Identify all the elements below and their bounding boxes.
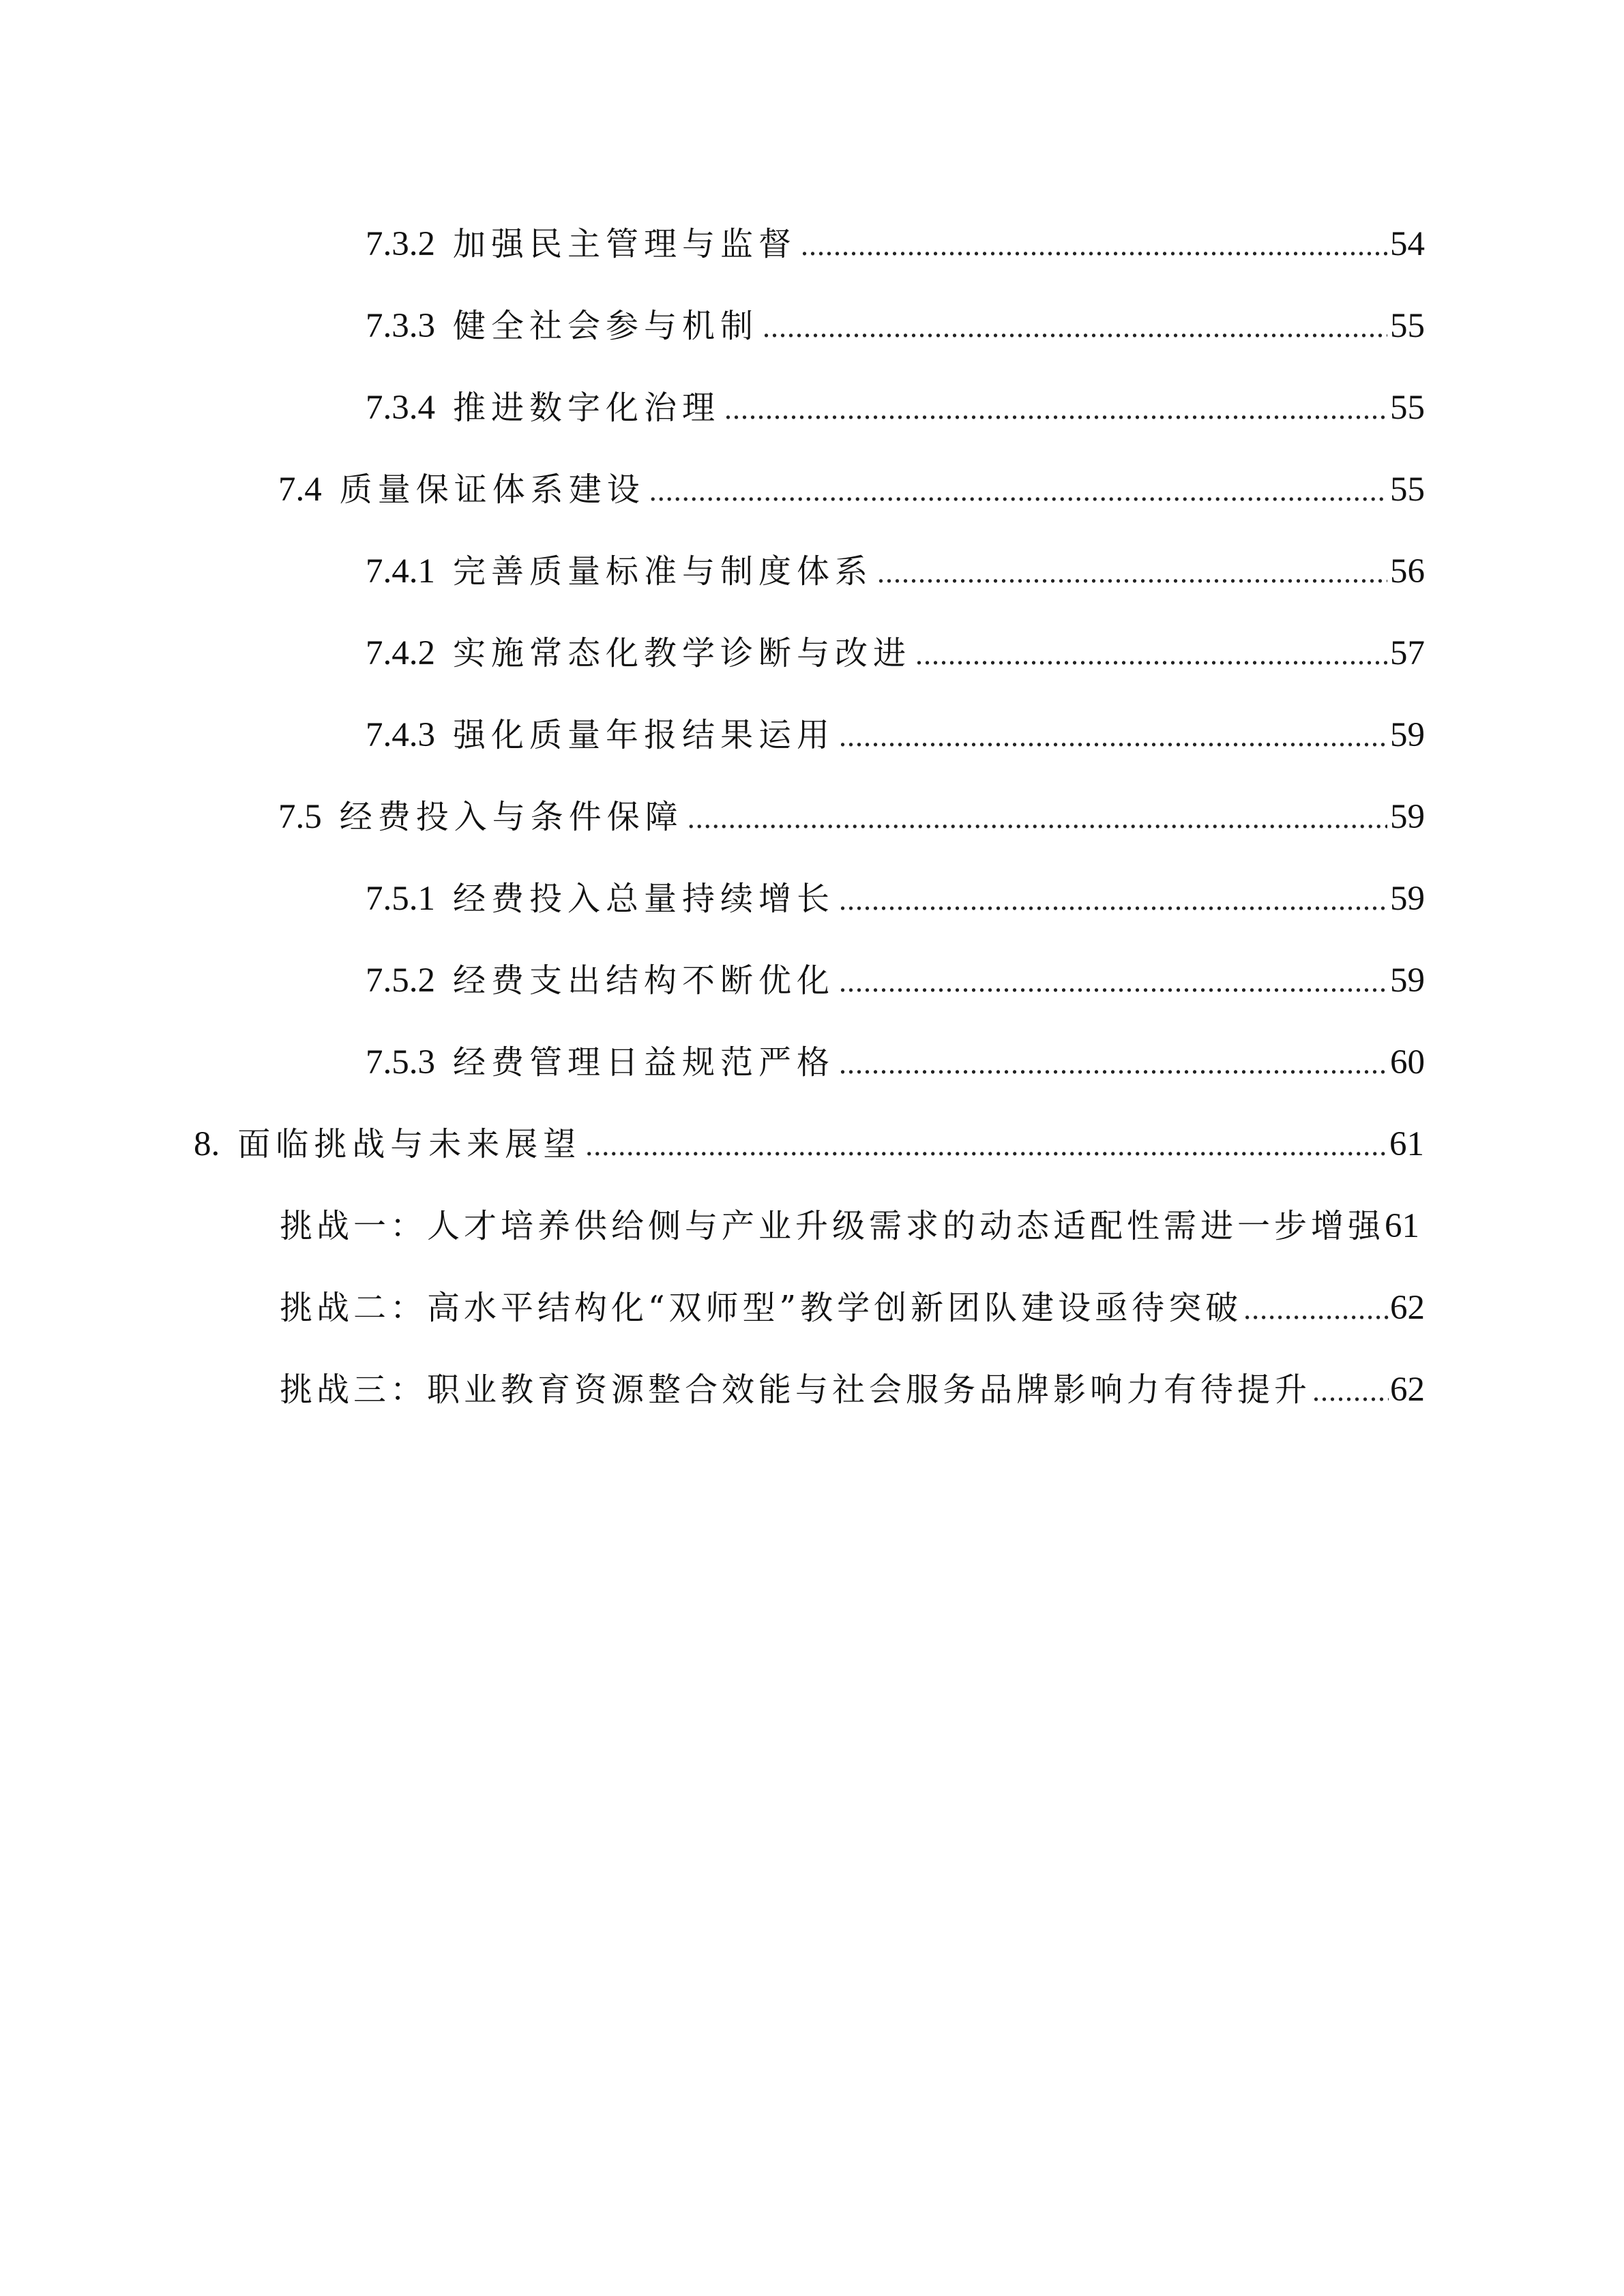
section-number: 7.5	[278, 798, 322, 836]
page-number: 55	[1390, 307, 1425, 345]
toc-entry-7-3-3[interactable]	[366, 299, 1425, 353]
toc-entry-7-5[interactable]	[278, 790, 1425, 844]
section-number: 7.5.1	[366, 880, 435, 918]
dot-leader	[839, 955, 1387, 1009]
dot-leader	[649, 464, 1387, 518]
section-number: 7.3.2	[366, 225, 435, 263]
toc-entry-7-5-2[interactable]	[366, 953, 1425, 1008]
dot-leader	[877, 546, 1387, 600]
section-title: 强化质量年报结果运用	[453, 716, 836, 754]
section-number: 7.3.4	[366, 389, 435, 427]
page-number: 56	[1390, 552, 1425, 591]
toc-entry-8[interactable]	[194, 1117, 1424, 1172]
page-number: 59	[1390, 961, 1425, 1000]
section-title: 经费管理日益规范严格	[453, 1043, 836, 1082]
section-title: 经费投入与条件保障	[339, 798, 683, 836]
section-number: 7.5.2	[366, 961, 435, 1000]
page-number: 54	[1390, 225, 1425, 263]
page-number: 59	[1390, 798, 1425, 836]
section-number: 7.3.3	[366, 307, 435, 345]
toc-entry-7-4[interactable]	[278, 462, 1425, 517]
section-title: 经费支出结构不断优化	[453, 961, 836, 1000]
section-title: 推进数字化治理	[453, 389, 721, 427]
page-number: 59	[1390, 880, 1425, 918]
dot-leader	[688, 791, 1387, 846]
page-number: 61	[1389, 1125, 1424, 1163]
section-title: 挑战一：人才培养供给侧与产业升级需求的动态适配性需进一步增强	[280, 1207, 1385, 1245]
dot-leader	[585, 1118, 1387, 1173]
section-number: 7.4.1	[366, 552, 435, 591]
toc-entry-challenge-1[interactable]	[280, 1199, 1453, 1253]
page-number: 62	[1390, 1371, 1425, 1409]
dot-leader	[801, 218, 1387, 273]
section-title: 完善质量标准与制度体系	[453, 552, 874, 591]
section-title: 加强民主管理与监督	[453, 225, 797, 263]
page-number: 55	[1390, 389, 1425, 427]
dot-leader	[839, 873, 1387, 927]
dot-leader	[1243, 1282, 1389, 1337]
section-number: 7.5.3	[366, 1043, 435, 1082]
page-number: 57	[1390, 634, 1425, 672]
dot-leader	[763, 300, 1387, 355]
toc-entry-7-3-4[interactable]	[366, 381, 1425, 435]
dot-leader	[839, 1037, 1387, 1091]
section-title: 挑战二：高水平结构化“双师型”教学创新团队建设亟待突破	[280, 1289, 1243, 1327]
toc-entry-challenge-3[interactable]	[280, 1362, 1425, 1417]
toc-entry-7-3-2[interactable]	[366, 217, 1425, 271]
toc-entry-7-4-1[interactable]	[366, 544, 1425, 599]
dot-leader	[1312, 1364, 1389, 1418]
dot-leader	[915, 627, 1387, 682]
toc-entry-7-4-3[interactable]	[366, 708, 1425, 762]
page-number: 60	[1390, 1043, 1425, 1082]
section-title: 质量保证体系建设	[339, 471, 645, 509]
section-title: 经费投入总量持续增长	[453, 880, 836, 918]
page-number: 61	[1385, 1207, 1420, 1245]
section-title: 实施常态化教学诊断与改进	[453, 634, 912, 672]
section-number: 7.4.3	[366, 716, 435, 754]
page-number: 55	[1390, 471, 1425, 509]
toc-entry-7-4-2[interactable]	[366, 626, 1425, 681]
toc-entry-7-5-3[interactable]	[366, 1035, 1425, 1090]
section-title: 面临挑战与未来展望	[237, 1125, 582, 1163]
page-number: 62	[1390, 1289, 1425, 1327]
toc-entry-7-5-1[interactable]	[366, 871, 1425, 926]
page-number: 59	[1390, 716, 1425, 754]
dot-leader	[839, 709, 1387, 764]
section-title: 健全社会参与机制	[453, 307, 759, 345]
dot-leader	[724, 382, 1387, 436]
section-title: 挑战三：职业教育资源整合效能与社会服务品牌影响力有待提升	[280, 1371, 1312, 1409]
section-number: 7.4.2	[366, 634, 435, 672]
toc-entry-challenge-2[interactable]	[280, 1281, 1425, 1335]
section-number: 8.	[194, 1125, 220, 1163]
section-number: 7.4	[278, 471, 322, 509]
